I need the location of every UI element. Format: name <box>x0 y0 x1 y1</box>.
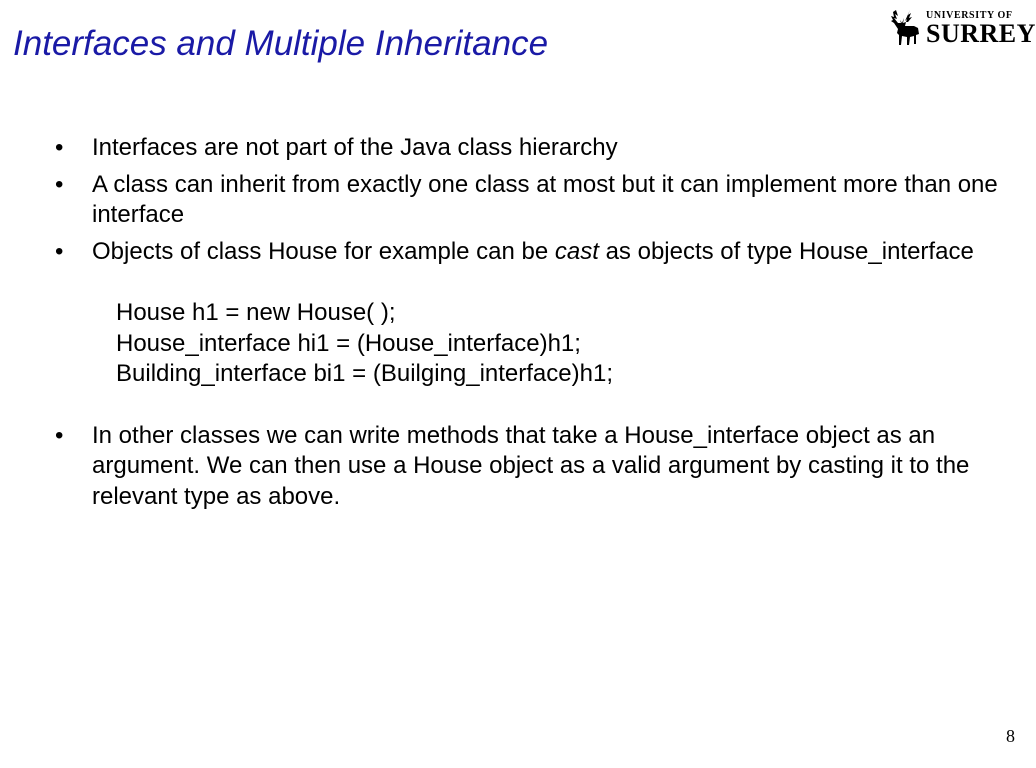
stag-icon <box>888 8 922 48</box>
code-line: House h1 = new House( ); <box>116 299 396 326</box>
bullet-item <box>55 133 1000 164</box>
university-logo <box>888 6 1036 50</box>
logo-line-university: UNIVERSITY OF <box>926 10 1013 21</box>
code-line: House_interface hi1 = (House_interface)h1; <box>116 329 581 357</box>
bullet-marker: • <box>55 237 64 265</box>
page-number: 8 <box>1006 726 1015 746</box>
bullet-marker: • <box>55 170 64 198</box>
bullet-item <box>55 237 1000 268</box>
code-block <box>55 298 1000 390</box>
bullet-item <box>55 170 1000 231</box>
bullet-text-emphasis: cast <box>554 237 599 265</box>
bullet-text: In other classes we can write methods that take a House_interface object as an argument. We can then use a House object as a valid argument by casting it to the relevant type as above. <box>92 421 970 510</box>
bullet-item <box>55 421 1000 513</box>
bullet-text: Interfaces are not part of the Java class hierarchy <box>92 134 618 161</box>
bullet-marker: • <box>55 421 64 449</box>
bullet-text: A class can inherit from exactly one class at most but it can implement more than one interface <box>92 170 998 228</box>
bullet-text <box>92 238 974 265</box>
slide-body <box>55 133 1000 518</box>
code-line: Building_interface bi1 = (Builging_interface)h1; <box>116 360 613 387</box>
bullet-text-after: as objects of type House_interface <box>598 237 974 265</box>
bullet-marker: • <box>55 134 64 161</box>
slide-title: Interfaces and Multiple Inheritance <box>13 24 549 63</box>
bullet-text-before: Objects of class House for example can be <box>92 237 555 265</box>
logo-line-surrey: SURREY <box>926 19 1036 48</box>
logo-wordmark <box>926 10 1036 47</box>
